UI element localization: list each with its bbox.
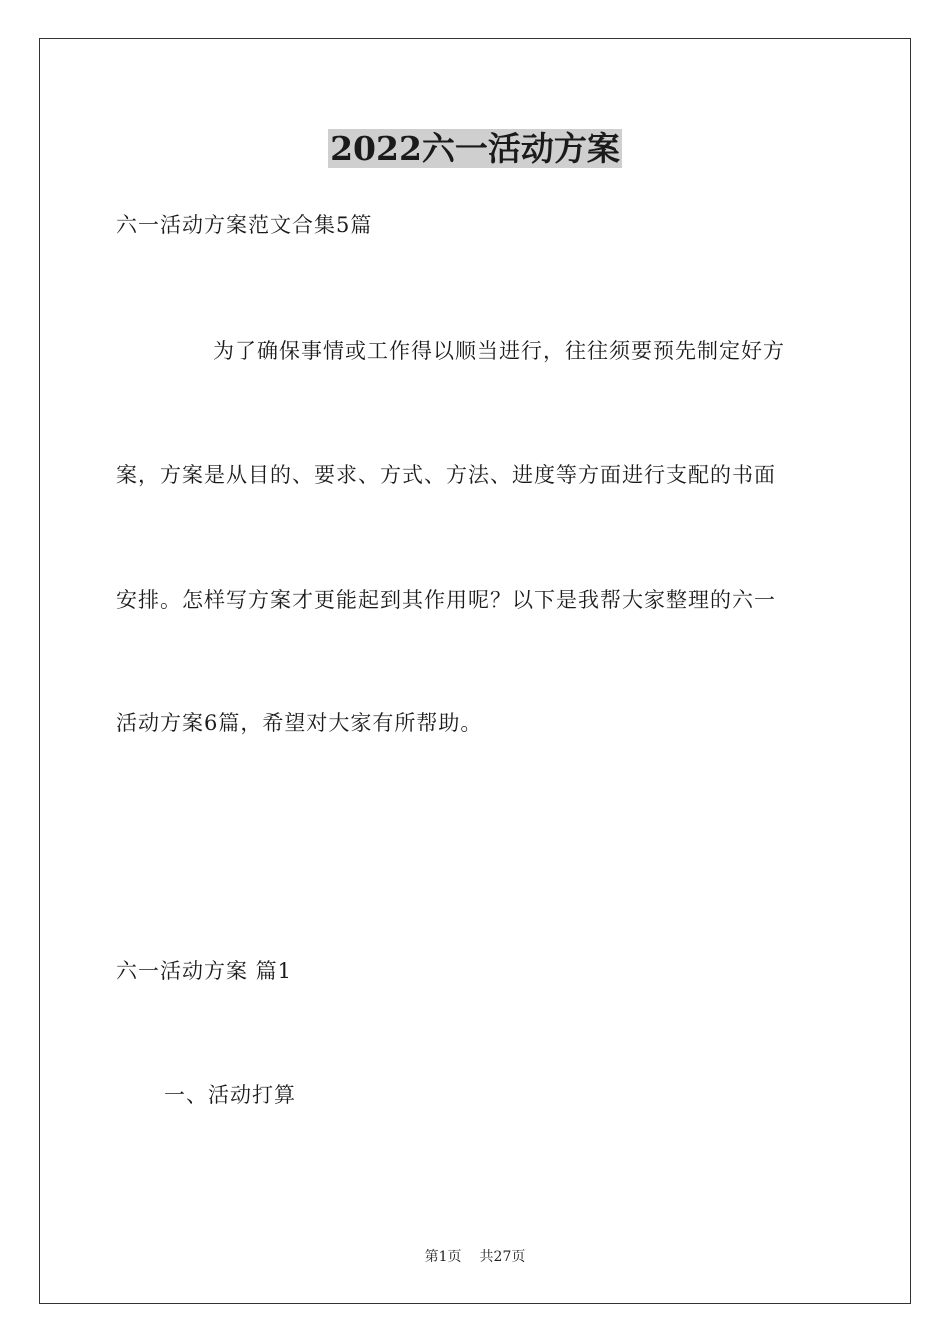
intro-line-2: 案，方案是从目的、要求、方式、方法、进度等方面进行支配的书面	[116, 463, 776, 487]
sub-heading: 一、活动打算	[164, 1083, 296, 1107]
intro-line-3: 安排。怎样写方案才更能起到其作用呢？以下是我帮大家整理的六一	[116, 588, 776, 612]
section-heading: 六一活动方案 篇1	[116, 959, 293, 983]
intro-line-4: 活动方案6篇，希望对大家有所帮助。	[116, 711, 483, 735]
page-number: 第1页	[424, 1249, 462, 1265]
document-title	[0, 126, 950, 172]
page-total: 共27页	[479, 1249, 526, 1265]
document-subtitle: 六一活动方案范文合集5篇	[116, 213, 373, 237]
document-title-text: 2022六一活动方案	[330, 129, 620, 168]
intro-line-1: 为了确保事情或工作得以顺当进行，往往须要预先制定好方	[213, 339, 785, 363]
page-footer	[0, 1248, 950, 1266]
